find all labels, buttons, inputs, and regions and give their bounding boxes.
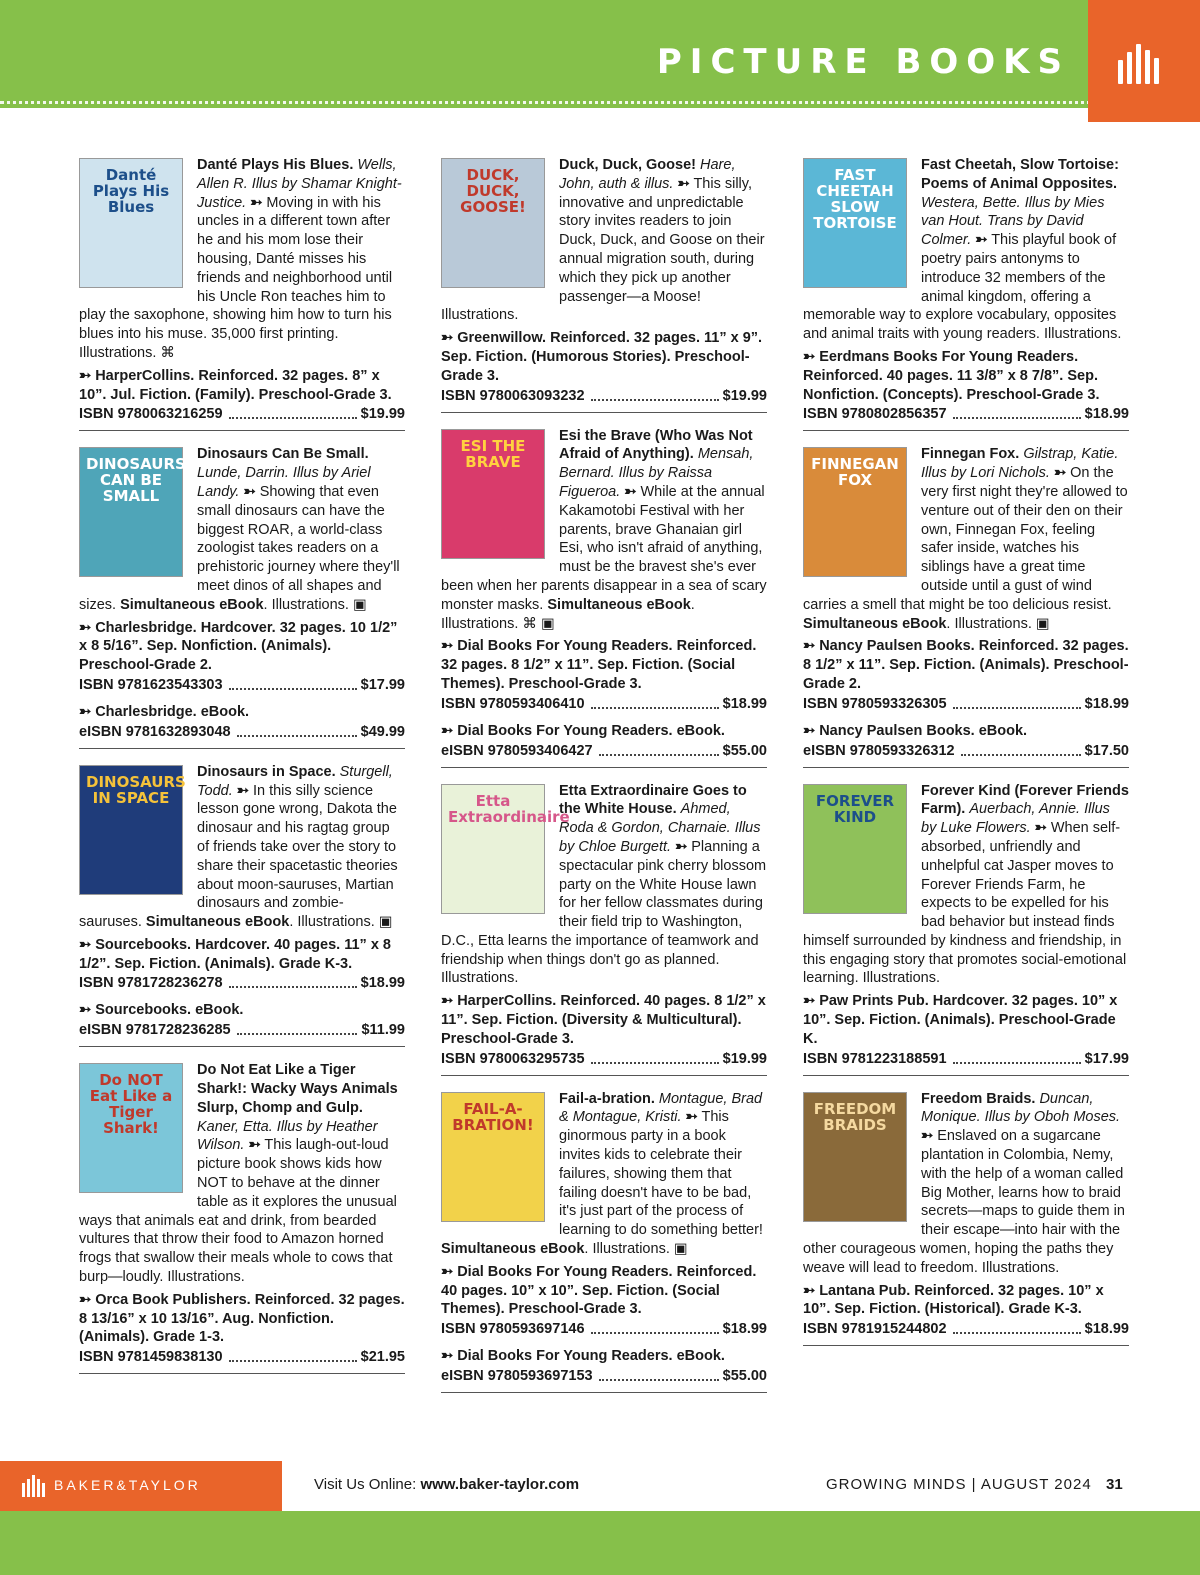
- price: $18.99: [1084, 406, 1129, 423]
- dot-leader: [953, 1050, 1081, 1064]
- simultaneous-ebook-label: Simultaneous eBook: [547, 596, 691, 613]
- publisher-info: [441, 1263, 767, 1319]
- dot-leader: [953, 695, 1081, 709]
- price: $21.95: [360, 1349, 405, 1366]
- eisbn-number[interactable]: eISBN 9780593326312: [803, 742, 955, 759]
- ebook-icon: ▣: [540, 615, 555, 632]
- publisher-details: Charlesbridge. Hardcover. 32 pages. 10 1/2” x 8 5/16”. Sep. Nonfiction. (Animals). Preschool-Grade 2.: [79, 619, 398, 674]
- arrow-icon: ➳: [79, 1291, 92, 1308]
- publisher-info: [803, 637, 1129, 693]
- publisher-details: HarperCollins. Reinforced. 32 pages. 8” x 10”. Jul. Fiction. (Family). Preschool-Grade 3.: [79, 367, 392, 403]
- footer-brand-name: BAKER&TAYLOR: [54, 1477, 201, 1493]
- publisher-details: Lantana Pub. Reinforced. 32 pages. 10” x 10”. Sep. Fiction. (Historical). Grade K-3.: [803, 1282, 1104, 1318]
- book-title[interactable]: Do Not Eat Like a Tiger Shark!: Wacky Ways Animals Slurp, Chomp and Gulp.: [197, 1062, 398, 1116]
- dot-leader: [229, 1348, 357, 1362]
- book-cover-image[interactable]: [441, 784, 570, 914]
- book-cover-image[interactable]: [79, 447, 186, 577]
- book-title[interactable]: Dinosaurs Can Be Small.: [197, 446, 369, 463]
- book-author: Auerbach, Annie. Illus by Luke Flowers.: [921, 801, 1110, 837]
- book-cover-image[interactable]: [79, 1063, 183, 1193]
- arrow-icon: ➳: [236, 782, 249, 799]
- publisher-details: Dial Books For Young Readers. Reinforced. 40 pages. 10” x 10”. Sep. Fiction. (Social Themes). Preschool-Grade 3.: [441, 1263, 757, 1318]
- ebook-publisher-details: Charlesbridge. eBook.: [95, 703, 250, 720]
- price: $18.99: [1084, 695, 1129, 712]
- book-title[interactable]: Etta Extraordinaire Goes to the White House.: [559, 782, 747, 818]
- eisbn-number[interactable]: eISBN 9781728236285: [79, 1022, 231, 1039]
- simultaneous-ebook-label: Simultaneous eBook: [145, 914, 290, 931]
- book-summary: This playful book of poetry pairs antonyms to introduce 32 members of the animal kingdom, offering a memorable way to explore vocabulary, opposites and animal traits with young readers. Illustrations.: [803, 232, 1122, 343]
- publisher-details: Greenwillow. Reinforced. 32 pages. 11” x 9”. Sep. Fiction. (Humorous Stories). Preschool-Grade 3.: [441, 330, 763, 384]
- dot-leader: [237, 1021, 358, 1035]
- arrow-icon: ➳: [79, 1002, 92, 1019]
- arrow-icon: ➳: [803, 1282, 816, 1299]
- ebook-publisher-details: Dial Books For Young Readers. eBook.: [457, 722, 725, 739]
- isbn-line: [441, 1320, 767, 1339]
- column-3: [803, 156, 1129, 1360]
- book-cover-image[interactable]: [803, 1092, 907, 1222]
- book-description: [803, 445, 1129, 633]
- book-entry: [803, 782, 1129, 1076]
- book-author: Hare, John, auth & illus.: [559, 157, 736, 192]
- dot-leader: [599, 1367, 719, 1381]
- isbn-line: [441, 695, 767, 714]
- eisbn-number[interactable]: eISBN 9780593697153: [441, 1368, 593, 1385]
- dot-leader: [599, 742, 719, 756]
- baker-taylor-logo-icon: [1118, 42, 1162, 84]
- arrow-icon: ➳: [441, 330, 454, 347]
- book-entry: [441, 782, 767, 1076]
- book-entry: [79, 445, 405, 748]
- cover-title-text: FAST CHEETAH SLOW TORTOISE: [813, 166, 897, 232]
- isbn-line: [79, 676, 405, 695]
- isbn-number[interactable]: ISBN 9780802856357: [803, 406, 947, 423]
- book-entry: [79, 763, 405, 1048]
- book-author: Duncan, Monique. Illus by Oboh Moses.: [921, 1090, 1121, 1126]
- publisher-details: Eerdmans Books For Young Readers. Reinforced. 40 pages. 11 3/8” x 8 7/8”. Sep. Nonfiction. (Concepts). Preschool-Grade 3.: [803, 348, 1100, 403]
- book-summary: When self-absorbed, unfriendly and unhelpful cat Jasper moves to Forever Friends Farm, he expects to be expelled for his bad behavior but instead finds himself surrounded by kindness and friendship, in this engaging story that promotes social-emotional learning. Illustrations.: [803, 820, 1127, 987]
- dot-leader: [591, 1320, 719, 1334]
- book-author: Westera, Bette. Illus by Mies van Hout. Trans by David Colmer.: [921, 194, 1105, 249]
- book-entry: [441, 156, 767, 413]
- book-summary: In this silly science lesson gone wrong, Dakota the dinosaur and his ragtag group of friends take over the story to share their spacetastic theories about moon-sauruses, Martian dinosaurs and zombie-sauruses.: [79, 782, 398, 931]
- eisbn-line: [79, 723, 405, 742]
- ebook-tail-text: . Illustrations.: [263, 596, 349, 613]
- simultaneous-ebook-label: Simultaneous eBook: [803, 615, 947, 632]
- book-entry: [441, 1090, 767, 1393]
- isbn-line: [803, 695, 1129, 714]
- book-summary: This laugh-out-loud picture book shows kids how NOT to behave at the dinner table as it explores the unusual ways that animals eat and drink, from bearded vultures that throw their food to Amazon horned frogs that swallow their meals whole to cows that burp—loudly. Illustrations.: [79, 1137, 397, 1286]
- arrow-icon: ➳: [624, 483, 637, 500]
- book-entry: [803, 445, 1129, 767]
- book-cover-image[interactable]: [803, 784, 907, 914]
- publisher-info: [441, 992, 767, 1048]
- publisher-info: [441, 637, 767, 693]
- book-cover-image[interactable]: [803, 447, 907, 577]
- book-author: Sturgell, Todd.: [197, 763, 393, 799]
- arrow-icon: ➳: [243, 483, 256, 500]
- ebook-publisher-info: [79, 703, 405, 722]
- book-author: Wells, Allen R. Illus by Shamar Knight-Justice.: [197, 157, 402, 211]
- price: $17.99: [360, 676, 405, 693]
- isbn-line: [803, 1050, 1129, 1069]
- isbn-line: [79, 974, 405, 993]
- ebook-publisher-details: Dial Books For Young Readers. eBook.: [457, 1348, 725, 1365]
- isbn-number[interactable]: ISBN 9780593326305: [803, 695, 947, 712]
- book-description: [79, 763, 405, 932]
- publisher-details: Dial Books For Young Readers. Reinforced. 32 pages. 8 1/2” x 11”. Sep. Fiction. (Social Themes). Preschool-Grade 3.: [441, 638, 757, 692]
- book-title[interactable]: Dinosaurs in Space.: [197, 763, 336, 780]
- ebook-publisher-info: [803, 722, 1129, 741]
- ebook-price: $17.50: [1084, 742, 1129, 759]
- footer-brand-bar: [0, 1461, 282, 1511]
- arrow-icon: ➳: [79, 367, 92, 384]
- book-description: [79, 156, 405, 363]
- book-title[interactable]: Finnegan Fox.: [921, 446, 1020, 463]
- isbn-line: [803, 405, 1129, 424]
- arrow-icon: ➳: [1034, 820, 1047, 837]
- dot-leader: [237, 723, 357, 737]
- publisher-details: Paw Prints Pub. Hardcover. 32 pages. 10” x 10”. Sep. Fiction. (Animals). Preschool-Grade K.: [803, 993, 1118, 1047]
- ebook-tail-text: . Illustrations.: [946, 615, 1032, 632]
- arrow-icon: ➳: [921, 1128, 934, 1145]
- book-entry: [803, 1090, 1129, 1347]
- price: $18.99: [722, 695, 767, 712]
- footer-visit-label: Visit Us Online:: [314, 1476, 417, 1493]
- column-2: [441, 156, 767, 1407]
- cover-title-text: Danté Plays His Blues: [92, 166, 170, 216]
- arrow-icon: ➳: [79, 619, 92, 636]
- header-dotted-rule: [0, 101, 1200, 104]
- book-entry: [441, 427, 767, 768]
- book-description: [441, 782, 767, 989]
- book-entry: [79, 156, 405, 431]
- eisbn-line: [441, 742, 767, 761]
- book-title[interactable]: Fail-a-bration.: [559, 1090, 655, 1107]
- dot-leader: [591, 387, 719, 401]
- arrow-icon: ➳: [441, 1263, 454, 1280]
- isbn-line: [441, 387, 767, 406]
- dot-leader: [591, 695, 719, 709]
- ebook-tail-text: . Illustrations.: [289, 914, 375, 931]
- price: $19.99: [722, 1050, 767, 1067]
- book-cover-image[interactable]: [441, 158, 545, 288]
- ebook-icon: ▣: [352, 596, 367, 613]
- isbn-number[interactable]: ISBN 9781728236278: [79, 975, 223, 992]
- arrow-icon: ➳: [79, 703, 92, 720]
- ebook-publisher-info: [441, 1347, 767, 1366]
- book-title[interactable]: Esi the Brave (Who Was Not Afraid of Anything).: [559, 427, 753, 463]
- book-description: [79, 1061, 405, 1287]
- isbn-number[interactable]: ISBN 9781915244802: [803, 1321, 947, 1338]
- book-description: [803, 156, 1129, 344]
- arrow-icon: ➳: [250, 194, 263, 211]
- arrow-icon: ➳: [441, 638, 454, 655]
- ebook-price: $49.99: [360, 723, 405, 740]
- publisher-info: [803, 1282, 1129, 1320]
- book-summary: Moving in with his uncles in a different town after he and his mom lose their housing, Danté misses his friends and neighborhood until his Uncle Ron teaches him to play the saxophone, showing him how to turn his blues into his muse. 35,000 first printing. Illustrations. ⌘: [79, 194, 393, 361]
- arrow-icon: ➳: [803, 993, 816, 1010]
- dot-leader: [953, 405, 1081, 419]
- isbn-number[interactable]: ISBN 9781223188591: [803, 1050, 947, 1067]
- cover-title-text: FOREVER KIND: [815, 791, 895, 826]
- header-logo-tab: [1088, 0, 1200, 122]
- dot-leader: [229, 974, 357, 988]
- arrow-icon: ➳: [79, 936, 92, 953]
- book-title[interactable]: Forever Kind (Forever Friends Farm).: [921, 782, 1129, 818]
- arrow-icon: ➳: [248, 1137, 261, 1154]
- isbn-number[interactable]: ISBN 9780593406410: [441, 695, 585, 712]
- publisher-details: HarperCollins. Reinforced. 40 pages. 8 1/2” x 11”. Sep. Fiction. (Diversity & Multicultural). Preschool-Grade 3.: [441, 993, 766, 1047]
- publisher-info: [803, 348, 1129, 404]
- book-description: [803, 1090, 1129, 1278]
- ebook-price: $11.99: [361, 1022, 405, 1039]
- cover-title-text: Etta Extraordinaire: [448, 791, 570, 826]
- arrow-icon: ➳: [803, 348, 816, 365]
- book-entry: [79, 1061, 405, 1374]
- eisbn-line: [803, 742, 1129, 761]
- ebook-publisher-info: [441, 722, 767, 741]
- cover-title-text: DINOSAURS CAN BE SMALL: [86, 455, 186, 506]
- book-description: [803, 782, 1129, 989]
- simultaneous-ebook-label: Simultaneous eBook: [120, 596, 264, 613]
- simultaneous-ebook-label: Simultaneous eBook: [441, 1241, 585, 1258]
- book-cover-image[interactable]: [79, 158, 183, 288]
- publisher-info: [79, 936, 405, 974]
- arrow-icon: ➳: [803, 638, 816, 655]
- book-cover-image[interactable]: [441, 429, 545, 559]
- ebook-publisher-details: Nancy Paulsen Books. eBook.: [819, 722, 1028, 739]
- ebook-icon: ▣: [673, 1241, 688, 1258]
- cover-title-text: Do NOT Eat Like a Tiger Shark!: [89, 1071, 173, 1138]
- isbn-number[interactable]: ISBN 9780063216259: [79, 406, 223, 423]
- eisbn-number[interactable]: eISBN 9781632893048: [79, 723, 231, 740]
- cover-title-text: FAIL-A-BRATION!: [452, 1099, 534, 1134]
- ebook-publisher-info: [79, 1001, 405, 1020]
- ebook-tail-text: . Illustrations.: [584, 1241, 670, 1258]
- section-title: PICTURE BOOKS: [656, 42, 1070, 82]
- arrow-icon: ➳: [441, 1348, 454, 1365]
- eisbn-line: [79, 1021, 405, 1040]
- book-title[interactable]: Danté Plays His Blues.: [197, 157, 354, 173]
- publisher-info: [79, 367, 405, 405]
- book-author: Kaner, Etta. Illus by Heather Wilson.: [197, 1118, 378, 1154]
- footer-green-band: [0, 1511, 1200, 1575]
- isbn-number[interactable]: ISBN 9780593697146: [441, 1321, 585, 1338]
- dot-leader: [229, 676, 357, 690]
- book-description: [441, 427, 767, 634]
- arrow-icon: ➳: [441, 722, 454, 739]
- price: $17.99: [1084, 1050, 1129, 1067]
- page-number: 31: [1106, 1476, 1123, 1493]
- isbn-line: [803, 1320, 1129, 1339]
- book-author: Ahmed, Roda & Gordon, Charnaie. Illus by Chloe Burgett.: [559, 801, 761, 855]
- book-author: Lunde, Darrin. Illus by Ariel Landy.: [197, 465, 371, 500]
- book-cover-image[interactable]: [441, 1092, 545, 1222]
- eisbn-number[interactable]: eISBN 9780593406427: [441, 742, 593, 759]
- dot-leader: [229, 405, 357, 419]
- book-author: Montague, Brad & Montague, Kristi.: [559, 1090, 763, 1126]
- isbn-number[interactable]: ISBN 9780063093232: [441, 387, 585, 404]
- book-summary: On the very first night they're allowed to venture out of their den on their own, Finnegan Fox, feeling safer inside, watches his siblings have a great time outside until a gust of wind carries a smell that might be too delicious resist.: [803, 465, 1128, 613]
- dot-leader: [591, 1050, 719, 1064]
- column-1: [79, 156, 405, 1388]
- arrow-icon: ➳: [975, 232, 988, 249]
- footer-visit-link[interactable]: www.baker-taylor.com: [420, 1476, 580, 1493]
- ebook-icon: ▣: [378, 914, 393, 931]
- book-author: Mensah, Bernard. Illus by Raissa Figueroa.: [559, 446, 754, 500]
- isbn-line: [79, 1348, 405, 1367]
- publisher-info: [803, 992, 1129, 1048]
- ebook-price: $55.00: [722, 742, 767, 759]
- book-author: Gilstrap, Katie. Illus by Lori Nichols.: [921, 446, 1119, 482]
- publisher-info: [79, 619, 405, 675]
- book-summary: Enslaved on a sugarcane plantation in Colombia, Nemy, with the help of a woman called Big Mother, learns how to braid secrets—maps to guide them in their escape—into hair with the other courageous women, hoping the paths they weave will lead to freedom. Illustrations.: [803, 1128, 1125, 1276]
- book-description: [441, 1090, 767, 1259]
- book-summary: Showing that even small dinosaurs can have the biggest ROAR, a world-class zoologist takes readers on a prehistoric journey where they'll meet dinos of all shapes and sizes.: [79, 483, 400, 613]
- book-description: [441, 156, 767, 325]
- footer-visit: [314, 1476, 579, 1493]
- publisher-details: Nancy Paulsen Books. Reinforced. 32 pages. 8 1/2” x 11”. Sep. Fiction. (Animals). Preschool-Grade 2.: [803, 638, 1129, 692]
- arrow-icon: ➳: [677, 175, 690, 192]
- arrow-icon: ➳: [675, 838, 688, 855]
- ebook-tail-text: . Illustrations. ⌘: [441, 596, 695, 632]
- publisher-info: [441, 329, 767, 385]
- book-entry: [803, 156, 1129, 431]
- price: $19.99: [360, 406, 405, 423]
- footer-logo-icon: [22, 1475, 46, 1497]
- arrow-icon: ➳: [441, 993, 454, 1010]
- ebook-publisher-details: Sourcebooks. eBook.: [95, 1002, 244, 1019]
- book-title[interactable]: Fast Cheetah, Slow Tortoise: Poems of Animal Opposites.: [921, 157, 1119, 192]
- isbn-line: [441, 1050, 767, 1069]
- price: $18.99: [722, 1321, 767, 1338]
- book-summary: This ginormous party in a book invites kids to celebrate their failures, showing them that failing doesn't have to be bad, it's just part of the process of learning to do something better!: [559, 1109, 763, 1239]
- footer-magazine-issue: GROWING MINDS | AUGUST 2024: [826, 1476, 1092, 1493]
- cover-title-text: FINNEGAN FOX: [811, 455, 899, 490]
- arrow-icon: ➳: [1053, 465, 1067, 482]
- publisher-info: [79, 1291, 405, 1347]
- book-summary: While at the annual Kakamotobi Festival with her parents, brave Ghanaian girl Esi, who isn't afraid of anything, must be the bravest she's ever been when her parents disappear in a sea of scary monster masks.: [441, 483, 767, 613]
- cover-title-text: ESI THE BRAVE: [460, 436, 526, 471]
- isbn-number[interactable]: ISBN 9781459838130: [79, 1349, 223, 1366]
- price: $18.99: [360, 975, 405, 992]
- book-cover-image[interactable]: [803, 158, 907, 288]
- dot-leader: [953, 1320, 1081, 1334]
- arrow-icon: ➳: [685, 1109, 698, 1126]
- page-header: [0, 0, 1200, 108]
- arrow-icon: ➳: [803, 722, 816, 739]
- publisher-details: Orca Book Publishers. Reinforced. 32 pages. 8 13/16” x 10 13/16”. Aug. Nonfiction. (Animals). Grade 1-3.: [79, 1291, 405, 1346]
- book-description: [79, 445, 405, 614]
- price: $18.99: [1084, 1321, 1129, 1338]
- book-title[interactable]: Duck, Duck, Goose!: [559, 157, 696, 173]
- ebook-price: $55.00: [722, 1368, 767, 1385]
- book-cover-image[interactable]: [79, 765, 186, 895]
- eisbn-line: [441, 1367, 767, 1386]
- dot-leader: [961, 742, 1081, 756]
- isbn-number[interactable]: ISBN 9781623543303: [79, 676, 223, 693]
- book-summary: Planning a spectacular pink cherry blossom party on the White House lawn for her fellow classmates during their field trip to Washington, D.C., Etta learns the importance of teamwork and friendship when things don't go as planned. Illustrations.: [441, 838, 767, 987]
- cover-title-text: DINOSAURS IN SPACE: [86, 772, 186, 807]
- book-title[interactable]: Freedom Braids.: [921, 1090, 1036, 1107]
- cover-title-text: FREEDOM BRAIDS: [813, 1099, 897, 1134]
- isbn-number[interactable]: ISBN 9780063295735: [441, 1050, 585, 1067]
- cover-title-text: DUCK, DUCK, GOOSE!: [460, 166, 526, 216]
- book-summary: This silly, innovative and unpredictable story invites readers to join Duck, Duck, and Goose on their annual migration south, during which they pick up another passenger—a Moose! Illustrations.: [441, 175, 765, 324]
- isbn-line: [79, 405, 405, 424]
- ebook-icon: ▣: [1035, 615, 1050, 632]
- price: $19.99: [722, 387, 767, 404]
- publisher-details: Sourcebooks. Hardcover. 40 pages. 11” x 8 1/2”. Sep. Fiction. (Animals). Grade K-3.: [79, 936, 391, 972]
